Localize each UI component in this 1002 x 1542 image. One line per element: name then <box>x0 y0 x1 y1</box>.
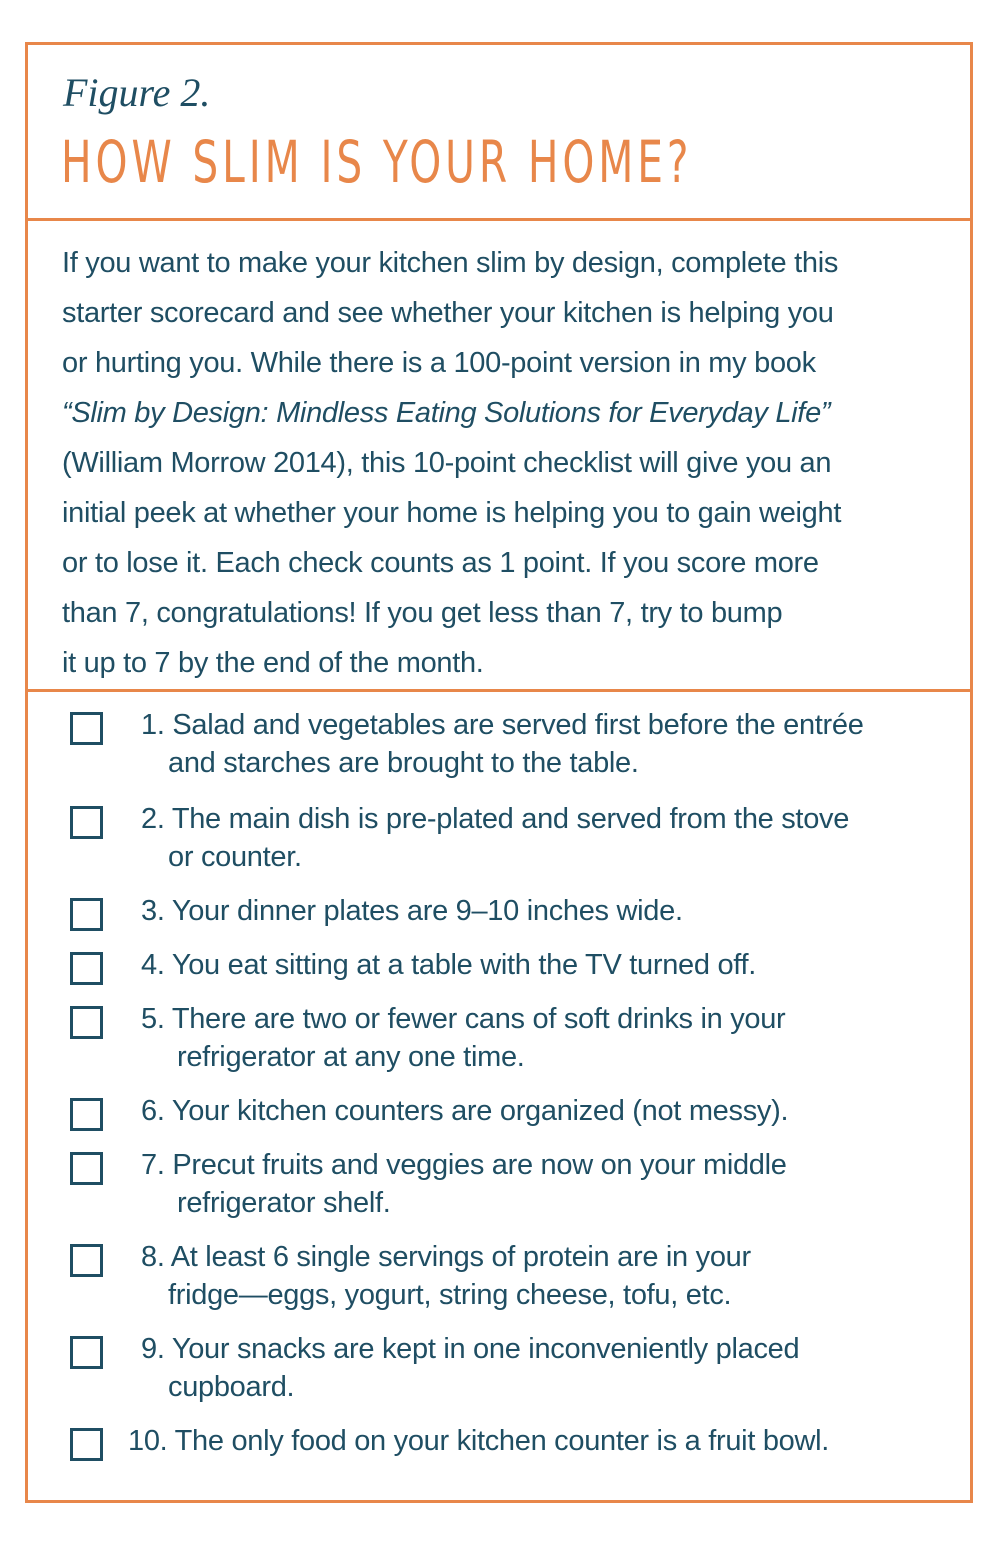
intro-text-after: (William Morrow 2014), this 10-point checklist will give you an initial peek at whether your home is helping you to gain weight or to lose it. Each check counts as 1 point. If you score more than 7, congratulations! If you get less than 7, try to bump it up to 7 by the end of the month. <box>62 447 842 679</box>
checkbox-5[interactable] <box>70 1006 103 1039</box>
item-8-text-cont: fridge—eggs, yogurt, string cheese, tofu, etc. <box>168 1279 732 1311</box>
item-4-text: 4. You eat sitting at a table with the TV turned off. <box>141 949 757 981</box>
item-9-text-cont: cupboard. <box>168 1371 295 1403</box>
item-8-text: 8. At least 6 single servings of protein are in your <box>141 1241 751 1273</box>
checklist-item-5 <box>28 1000 970 1076</box>
intro-text-before: If you want to make your kitchen slim by design, complete this starter scorecard and see whether your kitchen is helping you or hurting you. While there is a 100-point version in my book <box>62 247 839 379</box>
figure-label: Figure 2. <box>63 70 211 115</box>
item-3-text: 3. Your dinner plates are 9–10 inches wide. <box>141 895 683 927</box>
item-1-text: 1. Salad and vegetables are served first before the entrée <box>141 709 864 741</box>
intro-paragraph <box>28 221 970 692</box>
checkbox-1[interactable] <box>70 712 103 745</box>
page-title: HOW SLIM IS YOUR HOME? <box>61 128 693 196</box>
checklist-item-9 <box>28 1330 970 1406</box>
item-5-text: 5. There are two or fewer cans of soft drinks in your <box>141 1003 786 1035</box>
checkbox-3[interactable] <box>70 898 103 931</box>
checklist-item-10 <box>28 1422 970 1460</box>
item-7-text-cont: refrigerator shelf. <box>177 1187 391 1219</box>
item-5-text-cont: refrigerator at any one time. <box>177 1041 525 1073</box>
item-7-text: 7. Precut fruits and veggies are now on your middle <box>141 1149 787 1181</box>
item-9-text: 9. Your snacks are kept in one inconveniently placed <box>141 1333 800 1365</box>
item-2-text: 2. The main dish is pre-plated and served from the stove <box>141 803 850 835</box>
checkbox-8[interactable] <box>70 1244 103 1277</box>
item-2-text-cont: or counter. <box>168 841 302 873</box>
book-title: “Slim by Design: Mindless Eating Solutions for Everyday Life” <box>62 397 831 429</box>
checkbox-9[interactable] <box>70 1336 103 1369</box>
checkbox-4[interactable] <box>70 952 103 985</box>
item-10-text: 10. The only food on your kitchen counter is a fruit bowl. <box>128 1425 830 1457</box>
checklist-item-7 <box>28 1146 970 1222</box>
item-6-text: 6. Your kitchen counters are organized (not messy). <box>141 1095 789 1127</box>
scorecard-frame <box>25 42 973 1503</box>
checklist-item-8 <box>28 1238 970 1314</box>
checklist-item-4 <box>28 946 970 984</box>
checklist-item-3 <box>28 892 970 930</box>
checklist-item-2 <box>28 800 970 876</box>
checkbox-2[interactable] <box>70 806 103 839</box>
checklist <box>28 692 970 1460</box>
checklist-item-6 <box>28 1092 970 1130</box>
scorecard-header <box>28 45 970 221</box>
checkbox-7[interactable] <box>70 1152 103 1185</box>
item-1-text-cont: and starches are brought to the table. <box>168 747 639 779</box>
checklist-item-1 <box>28 706 970 782</box>
checkbox-6[interactable] <box>70 1098 103 1131</box>
checkbox-10[interactable] <box>70 1428 103 1461</box>
